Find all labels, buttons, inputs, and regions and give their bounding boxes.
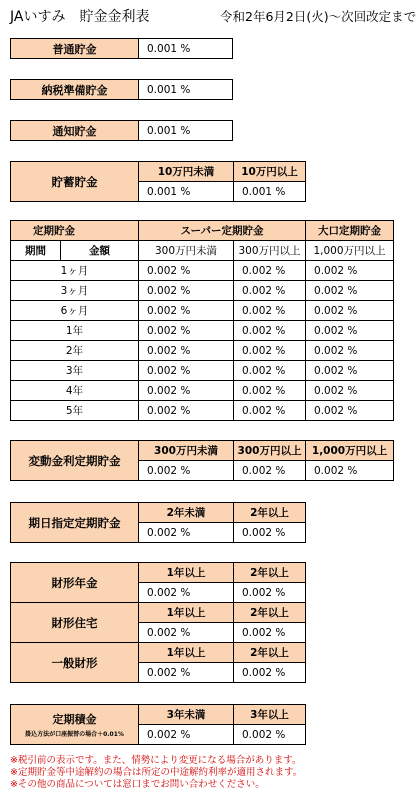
table-row	[11, 361, 394, 381]
column-header: 1,000万円以上	[306, 441, 394, 461]
amount-label: 金額	[61, 241, 139, 261]
rate-value: 0.002 %	[139, 261, 234, 281]
savings-deposit-table	[10, 161, 306, 202]
page-title: JAいすみ 貯金金利表	[10, 9, 150, 25]
column-header: 2年以上	[234, 563, 306, 583]
table-row	[11, 281, 394, 301]
column-header: 10万円未満	[139, 162, 234, 182]
footnote: ※税引前の表示です。また、情勢により変更になる場合があります。	[10, 755, 302, 766]
column-header: 1,000万円以上	[306, 241, 394, 261]
rate-value: 0.002 %	[139, 583, 234, 603]
footnotes	[10, 755, 302, 791]
rate-value: 0.002 %	[234, 361, 306, 381]
product-note: 掛込方法が口座振替の場合＋0.01%	[25, 731, 124, 738]
product-name: 期日指定定期貯金	[11, 503, 139, 543]
rate-value: 0.002 %	[139, 281, 234, 301]
ordinary-savings-table	[10, 38, 233, 59]
rate-value: 0.002 %	[139, 623, 234, 643]
tax-reserve-savings-table	[10, 79, 233, 100]
rate-value: 0.002 %	[306, 341, 394, 361]
rate-value: 0.002 %	[306, 261, 394, 281]
rate-value: 0.001 %	[139, 182, 234, 202]
rate-value: 0.002 %	[234, 341, 306, 361]
rate-value: 0.001 %	[139, 39, 233, 59]
column-header: 2年以上	[234, 643, 306, 663]
term-label: 3年	[11, 361, 139, 381]
rate-value: 0.002 %	[306, 401, 394, 421]
large-time-deposit-label: 大口定期貯金	[306, 221, 394, 241]
effective-date: 令和2年6月2日(火)～次回改定まで	[220, 9, 416, 24]
rate-value: 0.002 %	[139, 301, 234, 321]
rate-value: 0.002 %	[234, 261, 306, 281]
term-label: 3ヶ月	[11, 281, 139, 301]
rate-value: 0.002 %	[139, 361, 234, 381]
product-name: 財形年金	[11, 563, 139, 603]
column-header: 300万円以上	[234, 241, 306, 261]
rate-value: 0.001 %	[139, 121, 233, 141]
rate-value: 0.002 %	[139, 341, 234, 361]
product-name: 定期積金	[52, 713, 97, 726]
product-name: 納税準備貯金	[11, 80, 139, 100]
rate-value: 0.002 %	[139, 725, 234, 745]
term-label: 5年	[11, 401, 139, 421]
column-header: 2年以上	[234, 603, 306, 623]
variable-rate-deposit-table	[10, 440, 394, 481]
notice-savings-table	[10, 120, 233, 141]
table-row	[11, 401, 394, 421]
rate-value: 0.002 %	[234, 623, 306, 643]
product-name-cell	[11, 705, 139, 745]
product-name: 通知貯金	[11, 121, 139, 141]
installment-savings-table	[10, 704, 306, 745]
rate-value: 0.002 %	[234, 523, 306, 543]
time-deposit-label: 定期貯金	[11, 221, 139, 241]
period-label: 期間	[11, 241, 61, 261]
column-header: 10万円以上	[234, 162, 306, 182]
footnote: ※定期貯金等中途解約の場合は所定の中途解約利率が適用されます。	[10, 767, 303, 778]
rate-value: 0.002 %	[139, 321, 234, 341]
product-name: 貯蓄貯金	[11, 162, 139, 202]
column-header: 300万円未満	[139, 241, 234, 261]
column-header: 3年以上	[234, 705, 306, 725]
term-label: 1ヶ月	[11, 261, 139, 281]
table-row	[11, 261, 394, 281]
column-header: 300万円以上	[234, 441, 306, 461]
rate-value: 0.002 %	[306, 381, 394, 401]
time-deposit-table	[10, 220, 394, 421]
rate-value: 0.002 %	[139, 663, 234, 683]
term-label: 2年	[11, 341, 139, 361]
rate-value: 0.002 %	[139, 461, 234, 481]
zaikei-savings-table	[10, 562, 306, 683]
rate-value: 0.002 %	[234, 583, 306, 603]
term-label: 6ヶ月	[11, 301, 139, 321]
rate-value: 0.002 %	[234, 301, 306, 321]
term-label: 1年	[11, 321, 139, 341]
rate-value: 0.002 %	[234, 663, 306, 683]
rate-value: 0.002 %	[306, 321, 394, 341]
rate-value: 0.002 %	[306, 461, 394, 481]
column-header: 1年以上	[139, 563, 234, 583]
rate-value: 0.002 %	[234, 401, 306, 421]
rate-value: 0.002 %	[234, 381, 306, 401]
footnote: ※その他の商品については窓口までお問い合わせください。	[10, 779, 265, 790]
term-label: 4年	[11, 381, 139, 401]
table-row	[11, 341, 394, 361]
rate-value: 0.002 %	[234, 461, 306, 481]
column-header: 1年以上	[139, 643, 234, 663]
table-row	[11, 381, 394, 401]
product-name: 普通貯金	[11, 39, 139, 59]
rate-value: 0.002 %	[234, 725, 306, 745]
page-header	[10, 6, 416, 26]
super-time-deposit-label: スーパー定期貯金	[139, 221, 306, 241]
rate-value: 0.001 %	[234, 182, 306, 202]
product-name: 一般財形	[11, 643, 139, 683]
rate-value: 0.002 %	[306, 281, 394, 301]
product-name: 財形住宅	[11, 603, 139, 643]
column-header: 2年以上	[234, 503, 306, 523]
table-row	[11, 321, 394, 341]
rate-value: 0.002 %	[234, 321, 306, 341]
fixed-date-deposit-table	[10, 502, 306, 543]
rate-value: 0.002 %	[306, 361, 394, 381]
rate-value: 0.002 %	[139, 523, 234, 543]
table-row	[11, 301, 394, 321]
column-header: 1年以上	[139, 603, 234, 623]
rate-value: 0.001 %	[139, 80, 233, 100]
rate-value: 0.002 %	[139, 401, 234, 421]
rate-value: 0.002 %	[139, 381, 234, 401]
product-name: 変動金利定期貯金	[11, 441, 139, 481]
column-header: 2年未満	[139, 503, 234, 523]
rate-value: 0.002 %	[234, 281, 306, 301]
column-header: 300万円未満	[139, 441, 234, 461]
rate-value: 0.002 %	[306, 301, 394, 321]
column-header: 3年未満	[139, 705, 234, 725]
